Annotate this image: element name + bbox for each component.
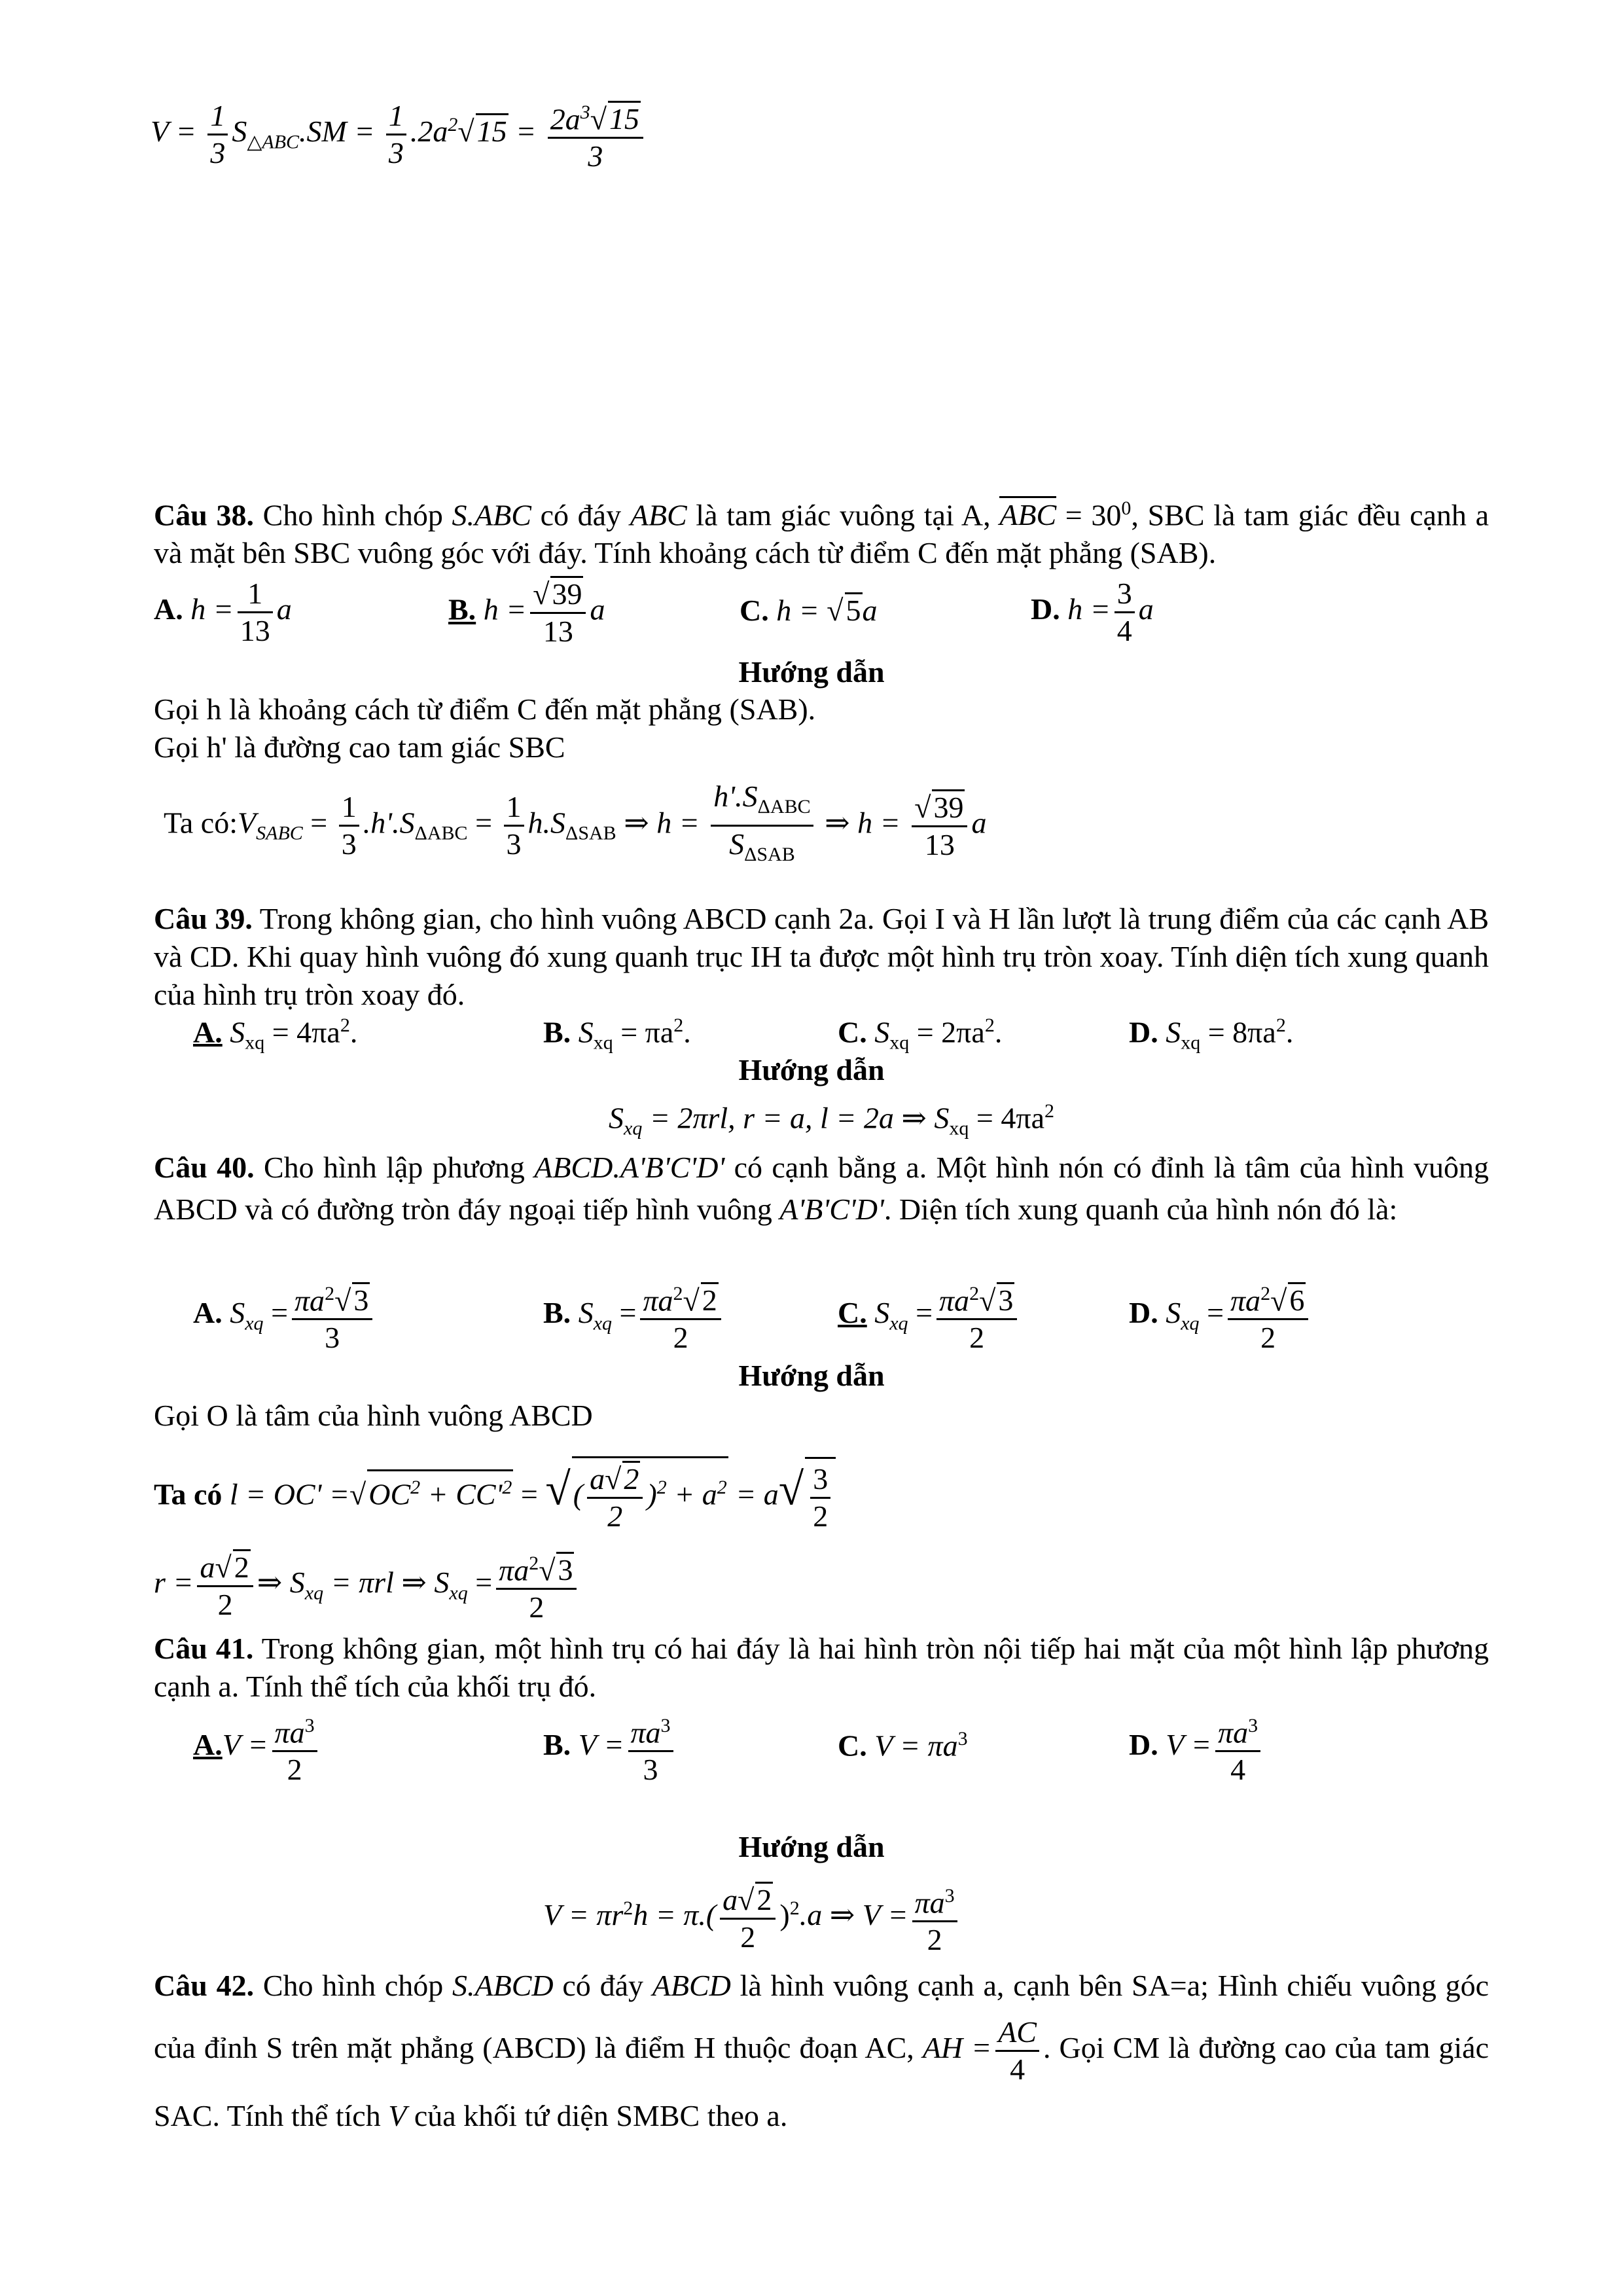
q40-option-a: A. $S_{xq}$ = $\frac{\pi a^2√3}{3}$ xyxy=(193,1276,376,1355)
q38-option-a: A. h = $\frac{1}{13}$ a xyxy=(154,577,292,647)
q40-guide-line-1: Gọi O là tâm của hình vuông ABCD xyxy=(154,1399,593,1432)
q40-guide-title: Hướng dẫn xyxy=(738,1359,885,1392)
q39-guide-formula: $S_{xq} = 2\pi rl$, r = a, l = 2a ⇒ $S_{xq} = 4\pi a^2$ xyxy=(609,1100,1054,1139)
q38-option-c: C. h = √5a xyxy=(740,594,878,627)
q41-guide-formula: $V = \pi r^2h = \pi$.( $\frac{a√2}{2}$ )$^2$.a ⇒ V = $\frac{\pi a^3}{2}$ xyxy=(543,1878,961,1958)
q40-option-c: C. $S_{xq}$ = $\frac{\pi a^2√3}{2}$ xyxy=(838,1276,1021,1355)
q41-option-a: A.V = $\frac{\pi a^3}{2}$ xyxy=(193,1708,321,1787)
question-41: Câu 41. Trong không gian, một hình trụ có hai đáy là hai hình tròn nội tiếp hai mặt của một hình lập phương cạnh a. Tính thể tích của khối trụ đó. xyxy=(154,1632,1489,1703)
question-42: Câu 42. Cho hình chóp S.ABCD có đáy ABCD là hình vuông cạnh a, cạnh bên SA=a; Hình chiếu vuông góc của đỉnh S trên mặt phẳng (ABCD) là điểm H thuộc đoạn AC, AH = $\frac{AC}{4}$ . Gọi CM là đường cao của tam giác SAC. Tính thể tích V của khối tứ diện SMBC theo a. xyxy=(154,1969,1489,2132)
q38-option-d: D. h = $\frac{3}{4}$ a xyxy=(1031,577,1154,647)
question-38: Câu 38. Cho hình chóp S.ABC có đáy ABC là tam giác vuông tại A, ABC = $30^0$, SBC là tam giác đều cạnh a và mặt bên SBC vuông góc với đáy. Tính khoảng cách từ điểm C đến mặt phẳng (SAB). xyxy=(154,497,1489,570)
q39-option-d: D. $S_{xq} = 8\pi a^2$. xyxy=(1129,1014,1294,1054)
question-41-label: Câu 41. xyxy=(154,1632,254,1665)
question-40-label: Câu 40. xyxy=(154,1151,255,1184)
q38-guide-line-2: Gọi h' là đường cao tam giác SBC xyxy=(154,730,565,764)
q40-option-d: D. $S_{xq}$ = $\frac{\pi a^2√6}{2}$ xyxy=(1129,1276,1312,1355)
q39-guide-title: Hướng dẫn xyxy=(738,1053,885,1086)
q39-option-c: C. $S_{xq} = 2\pi a^2$. xyxy=(838,1014,1003,1054)
q38-guide-title: Hướng dẫn xyxy=(738,655,885,689)
q40-guide-formula-2: r = $\frac{a√2}{2}$ ⇒ $S_{xq} = \pi rl$ ⇒ $S_{xq}$ = $\frac{\pi a^2√3}{2}$ xyxy=(154,1546,580,1625)
q38-guide-formula: Ta $có:V_{SABC}$ = $\frac{1}{3}$ $.h'.S_{\Delta ABC}$ = $\frac{1}{3}$ $h.S_{\Delta SAB}$ ⇒ h = $\frac{h'.S_{\Delta ABC}}{S_{\Delta SAB}}$ ⇒ h = $\frac{√39}{13}$ a xyxy=(164,780,987,866)
q40-guide-formula-1: Ta có $l = OC' =√OC^2 + CC'^2$ = √( $\frac{a√2}{2}$ )$^2 + a^2 = a√$ $\frac{3}{2}$ xyxy=(154,1456,836,1534)
volume-formula: V = $\frac{1}{3}$ $S_{\triangle ABC}.SM$ = $\frac{1}{3}$ $.2a^2√15$ = $\frac{2a^3√15}{3}$ xyxy=(151,95,647,174)
q38-guide-line-1: Gọi h là khoảng cách từ điểm C đến mặt phẳng (SAB). xyxy=(154,692,816,726)
q38-option-b: B. h = $\frac{√39}{13}$ a xyxy=(448,577,605,648)
question-38-label: Câu 38. xyxy=(154,498,254,532)
q41-option-d: D. V = $\frac{\pi a^3}{4}$ xyxy=(1129,1708,1264,1787)
q40-option-b: B. $S_{xq}$ = $\frac{\pi a^2√2}{2}$ xyxy=(543,1276,725,1355)
q41-option-b: B. V = $\frac{\pi a^3}{3}$ xyxy=(543,1708,677,1787)
question-42-label: Câu 42. xyxy=(154,1969,255,2002)
q39-option-a: A. $S_{xq} = 4\pi a^2$. xyxy=(193,1014,358,1054)
question-39-label: Câu 39. xyxy=(154,902,253,935)
q41-option-c: C. $V = \pi a^3$ xyxy=(838,1728,968,1763)
q39-option-b: B. $S_{xq} = \pi a^2$. xyxy=(543,1014,691,1054)
question-40: Câu 40. Cho hình lập phương ABCD.A'B'C'D' có cạnh bằng a. Một hình nón có đỉnh là tâm của hình vuông ABCD và có đường tròn đáy ngoại tiếp hình vuông A'B'C'D'. Diện tích xung quanh của hình nón đó là: xyxy=(154,1151,1489,1226)
q41-guide-title: Hướng dẫn xyxy=(738,1830,885,1863)
question-39: Câu 39. Trong không gian, cho hình vuông ABCD cạnh 2a. Gọi I và H lần lượt là trung điểm của các cạnh AB và CD. Khi quay hình vuông đó xung quanh trục IH ta được một hình trụ tròn xoay. Tính diện tích xung quanh của hình trụ tròn xoay đó. xyxy=(154,902,1489,1011)
